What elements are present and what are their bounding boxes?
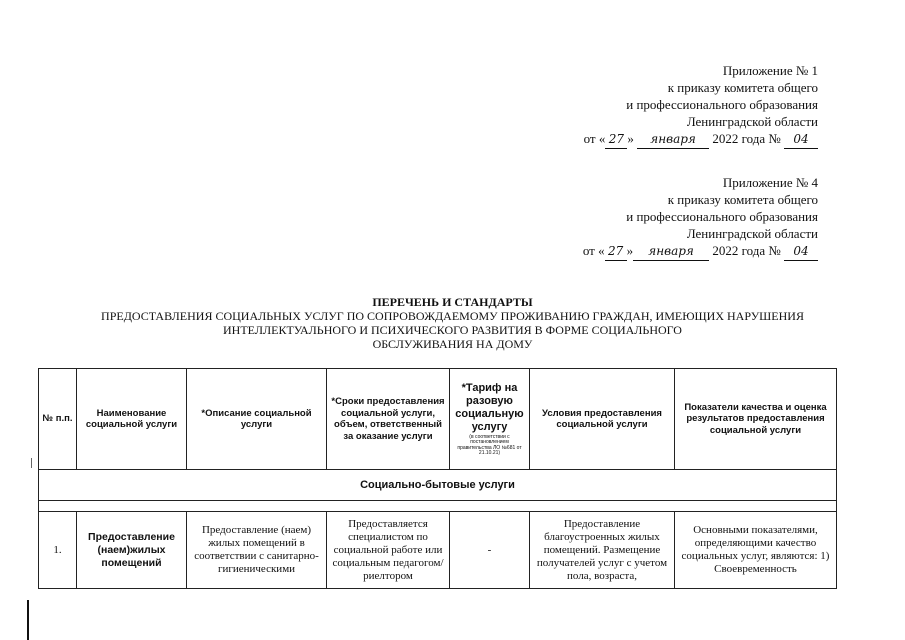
row-description: Предоставление (наем) жилых помещений в соответствии с санитарно-гигиеническими (187, 512, 327, 589)
header-conditions: Условия предоставления социальной услуги (530, 369, 675, 470)
spacer-row (39, 501, 837, 512)
heading-line-3: ИНТЕЛЛЕКТУАЛЬНОГО И ПСИХИЧЕСКОГО РАЗВИТИЯ В ФОРМЕ СОЦИАЛЬНОГО (223, 323, 682, 337)
appendix-1-line-2: и профессионального образования (626, 97, 818, 112)
appendix-1-line-1: к приказу комитета общего (667, 80, 818, 95)
appendix-4-title: Приложение № 4 (722, 175, 818, 190)
document-heading (60, 295, 845, 351)
scan-margin-dot (31, 458, 32, 468)
section-row (39, 470, 837, 501)
spacer-cell (39, 501, 837, 512)
appendix-1-date (488, 130, 818, 149)
date-prefix: от « (582, 243, 605, 258)
header-name: Наименование социальной услуги (77, 369, 187, 470)
row-tariff: - (450, 512, 530, 589)
appendix-1-title: Приложение № 1 (722, 63, 818, 78)
header-tariff-note: (в соответствии с постановлением правительства ЛО №681 от 21.10.21) (457, 433, 522, 456)
header-indicators: Показатели качества и оценка результатов предоставления социальной услуги (675, 369, 837, 470)
handwritten-month: января (633, 243, 709, 261)
header-num: № п.п. (39, 369, 77, 470)
handwritten-month: января (637, 131, 709, 149)
table-row (39, 512, 837, 589)
header-tariff (450, 369, 530, 470)
appendix-1-line-3: Ленинградской области (686, 114, 818, 129)
services-table (38, 368, 837, 589)
header-tariff-label: *Тариф на разовую социальную услугу (455, 381, 524, 433)
appendix-4-date (488, 242, 818, 261)
appendix-4-line-2: и профессионального образования (626, 209, 818, 224)
year-text: 2022 года № (712, 131, 781, 146)
handwritten-day: 27 (605, 243, 627, 261)
handwritten-day: 27 (605, 131, 627, 149)
year-text: 2022 года № (712, 243, 781, 258)
row-name: Предоставление (наем)жилых помещений (77, 512, 187, 589)
row-conditions: Предоставление благоустроенных жилых помещений. Размещение получателей услуг с учетом пола, возраста, (530, 512, 675, 589)
row-terms: Предоставляется специалистом по социальной работе или социальным педагогом/риелтором (327, 512, 450, 589)
header-description: *Описание социальной услуги (187, 369, 327, 470)
handwritten-number: 04 (784, 131, 818, 149)
appendix-4-line-1: к приказу комитета общего (667, 192, 818, 207)
row-num: 1. (39, 512, 77, 589)
date-mid: » (627, 131, 634, 146)
table-header-row (39, 369, 837, 470)
date-prefix: от « (583, 131, 606, 146)
row-indicators: Основными показателями, определяющими качество социальных услуг, являются: 1) Своевременность (675, 512, 837, 589)
heading-title: ПЕРЕЧЕНЬ И СТАНДАРТЫ (372, 295, 533, 309)
header-terms: *Сроки предоставления социальной услуги, объем, ответственный за оказание услуги (327, 369, 450, 470)
date-mid: » (626, 243, 634, 258)
handwritten-number: 04 (784, 243, 818, 261)
heading-line-4: ОБСЛУЖИВАНИЯ НА ДОМУ (372, 337, 533, 351)
appendix-1-block (488, 62, 818, 149)
section-title: Социально-бытовые услуги (39, 470, 837, 501)
appendix-4-line-3: Ленинградской области (686, 226, 818, 241)
scan-margin-mark (27, 600, 29, 640)
appendix-4-block (488, 174, 818, 261)
heading-line-2: ПРЕДОСТАВЛЕНИЯ СОЦИАЛЬНЫХ УСЛУГ ПО СОПРОВОЖДАЕМОМУ ПРОЖИВАНИЮ ГРАЖДАН, ИМЕЮЩИХ НАРУШЕНИЯ (101, 309, 804, 323)
